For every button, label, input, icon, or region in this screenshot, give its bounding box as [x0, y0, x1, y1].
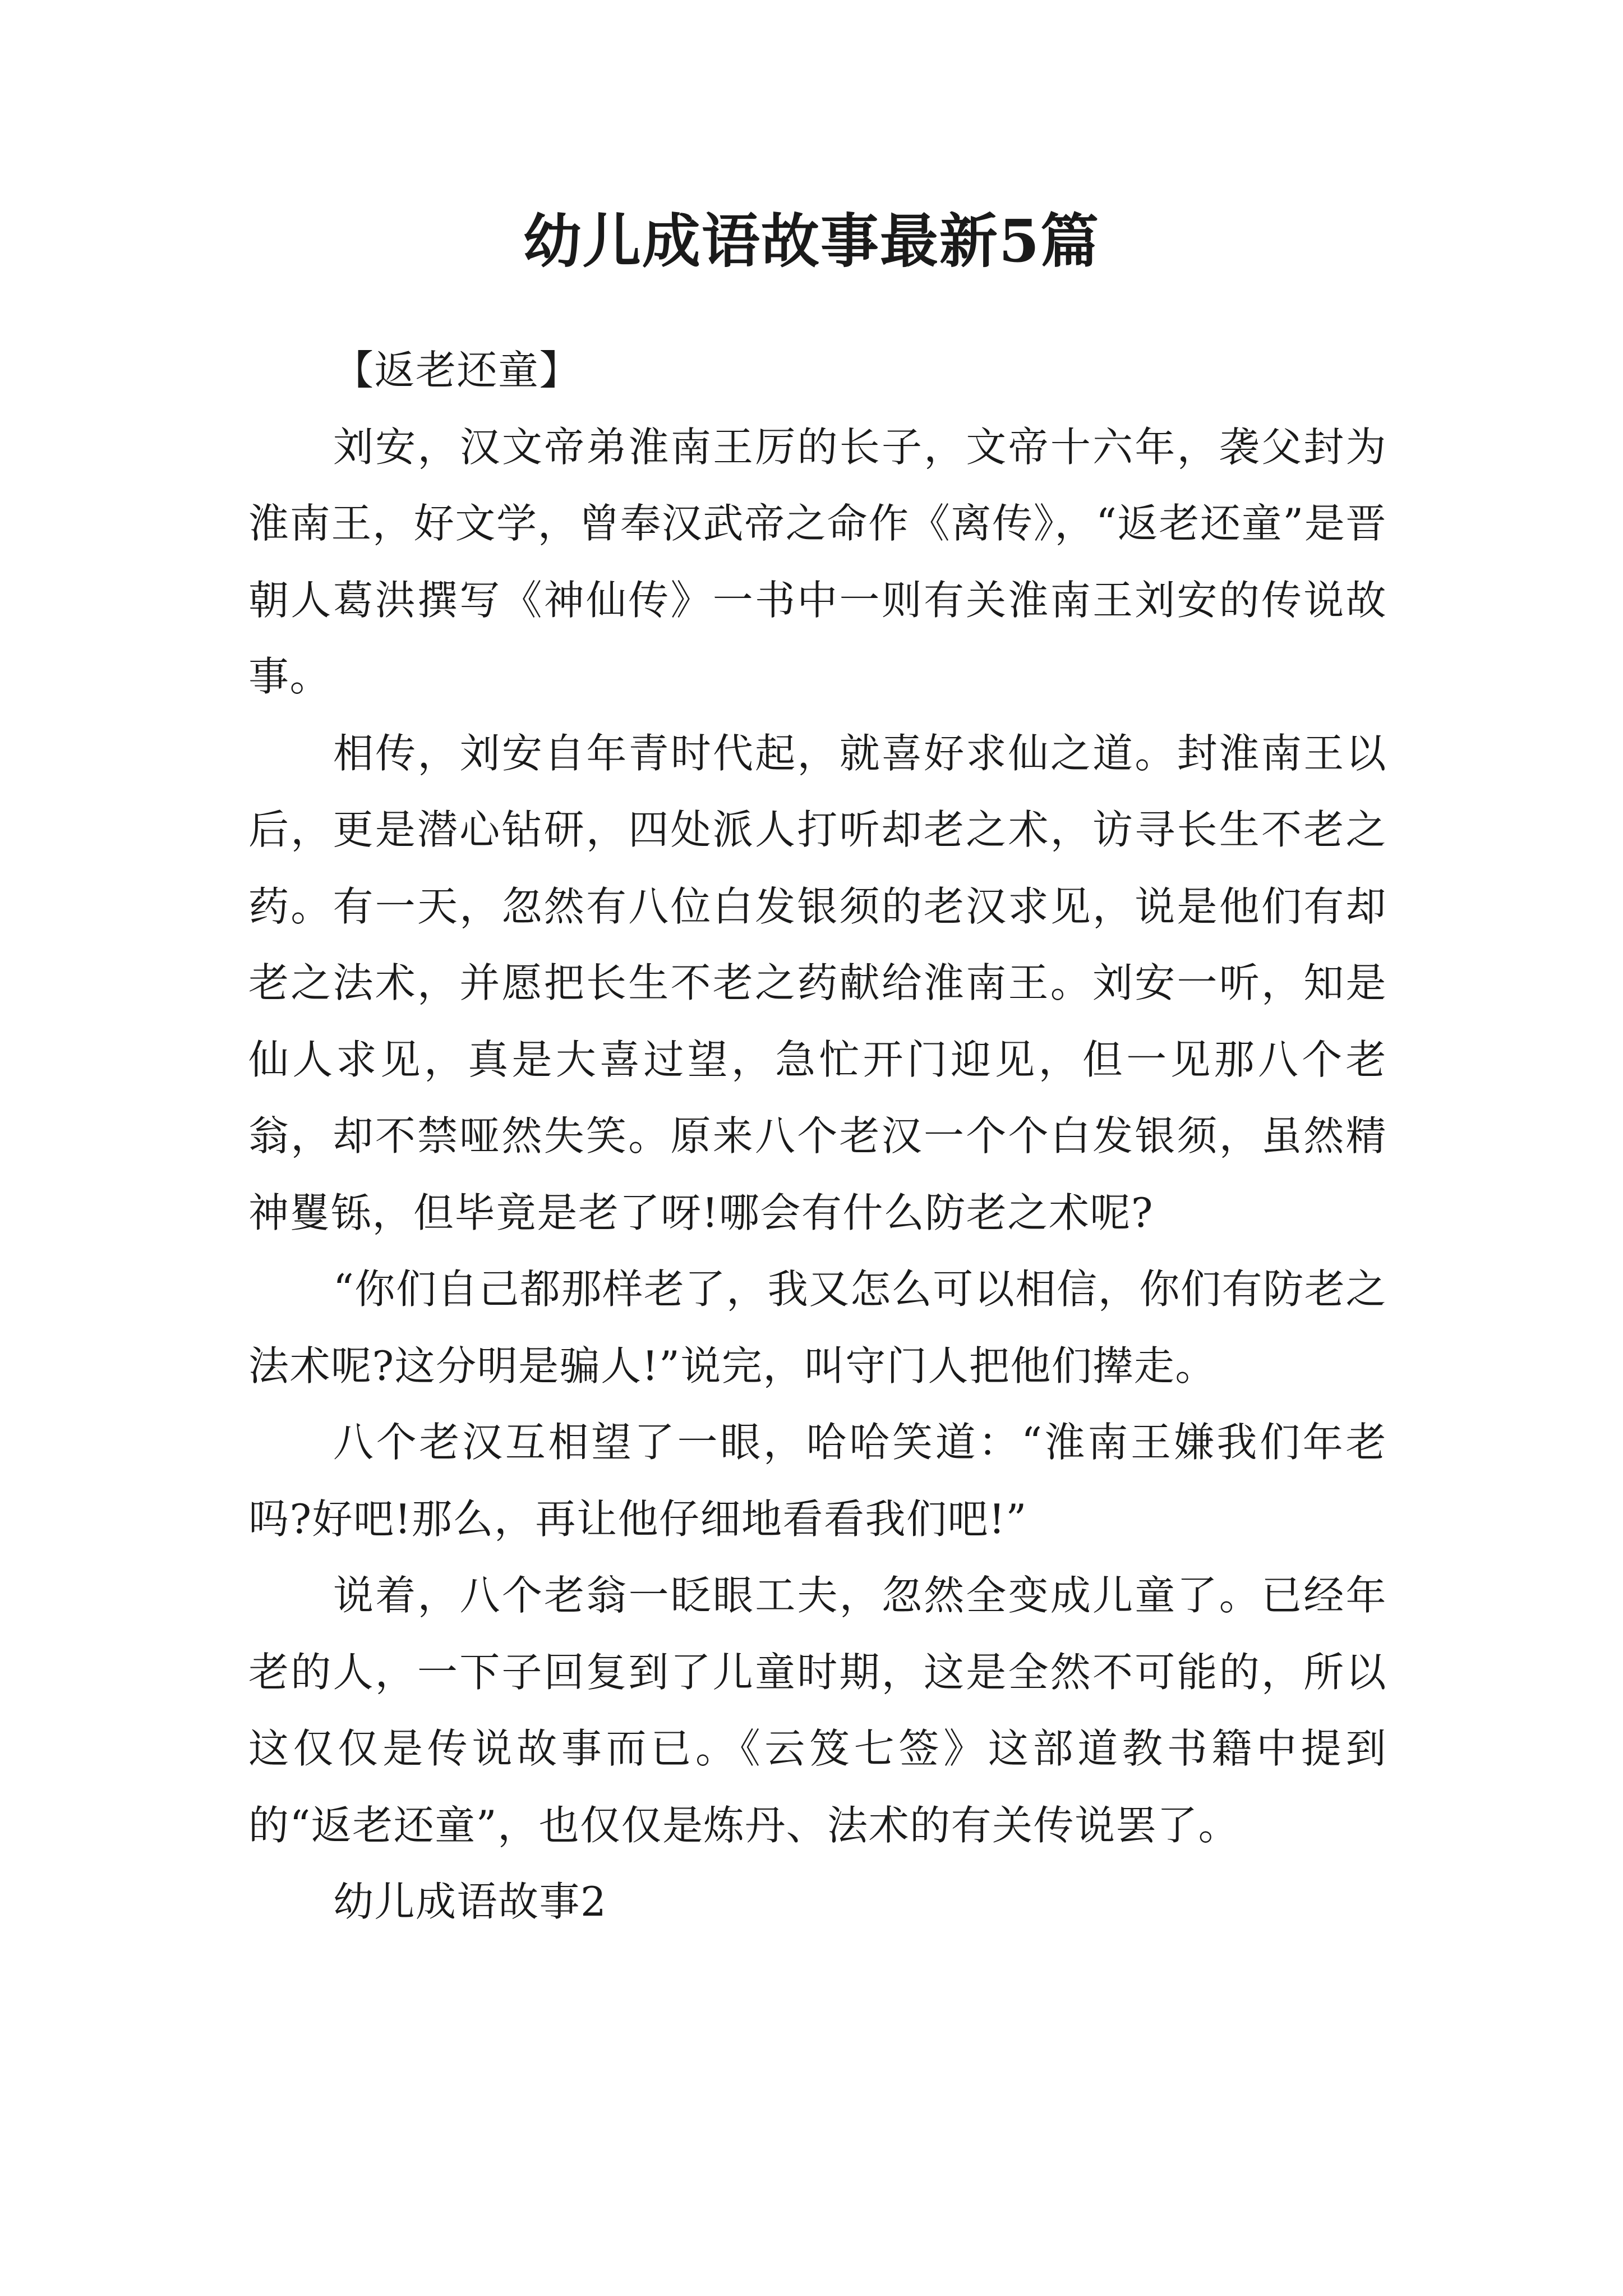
- paragraph: 相传，刘安自年青时代起，就喜好求仙之道。封淮南王以后，更是潜心钻研，四处派人打听却老之术，访寻长生不老之药。有一天，忽然有八位白发银须的老汉求见，说是他们有却老之法术，并愿把长生不老之药献给淮南王。刘安一听，知是仙人求见，真是大喜过望，急忙开门迎见，但一见那八个老翁，却不禁哑然失笑。原来八个老汉一个个白发银须，虽然精神矍铄，但毕竟是老了呀!哪会有什么防老之术呢?: [248, 729, 1387, 1236]
- paragraph: 说着，八个老翁一眨眼工夫，忽然全变成儿童了。已经年老的人，一下子回复到了儿童时期，这是全然不可能的，所以这仅仅是传说故事而已。《云笈七签》这部道教书籍中提到的“返老还童”，也仅仅是炼丹、法术的有关传说罢了。: [248, 1572, 1387, 1849]
- section-heading: 【返老还童】: [333, 347, 581, 394]
- section-heading: 幼儿成语故事2: [333, 1878, 607, 1925]
- paragraph: 刘安，汉文帝弟淮南王厉的长子，文帝十六年，袭父封为淮南王，好文学，曾奉汉武帝之命作《离传》，“返老还童”是晋朝人葛洪撰写《神仙传》一书中一则有关淮南王刘安的传说故事。: [248, 423, 1387, 700]
- document-title: 幼儿成语故事最新5篇: [523, 206, 1100, 275]
- document-body: [248, 332, 1387, 1940]
- paragraph: 八个老汉互相望了一眼，哈哈笑道：“淮南王嫌我们年老吗?好吧!那么，再让他仔细地看看我们吧!”: [248, 1419, 1387, 1543]
- paragraph: “你们自己都那样老了，我又怎么可以相信，你们有防老之法术呢?这分明是骗人!”说完，叫守门人把他们撵走。: [248, 1266, 1387, 1389]
